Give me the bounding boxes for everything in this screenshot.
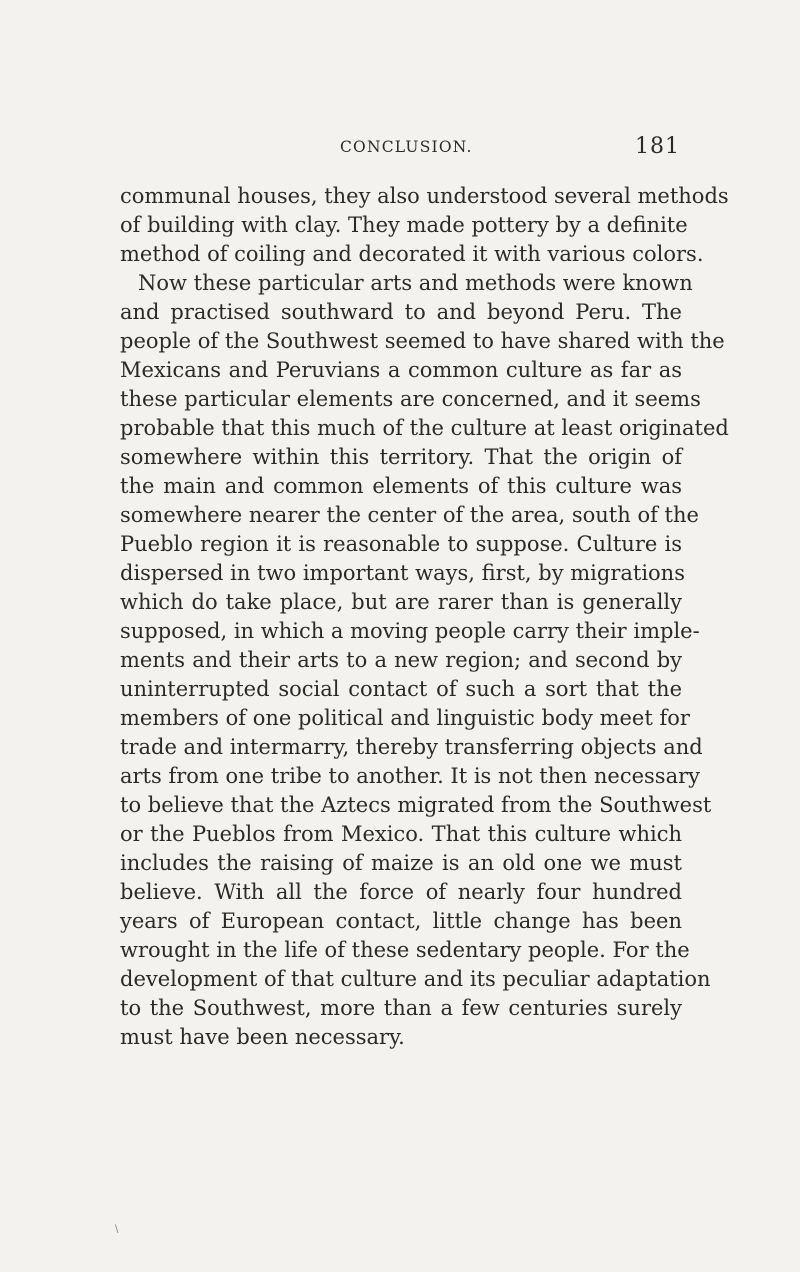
- text-line: members of one political and linguistic body meet for: [120, 706, 690, 730]
- text-line: of building with clay. They made pottery by a definite: [120, 213, 688, 237]
- text-line: to the Southwest, more than a few centuries surely: [120, 996, 682, 1020]
- text-line: uninterrupted social contact of such a sort that the: [120, 677, 682, 701]
- text-line: the main and common elements of this culture was: [120, 474, 682, 498]
- text-line: these particular elements are concerned, and it seems: [120, 387, 701, 411]
- text-line: dispersed in two important ways, first, by migrations: [120, 561, 685, 585]
- text-line: method of coiling and decorated it with various colors.: [120, 242, 704, 266]
- text-line: which do take place, but are rarer than is generally: [120, 590, 682, 614]
- text-line: somewhere nearer the center of the area, south of the: [120, 503, 699, 527]
- running-head: CONCLUSION.: [340, 138, 473, 156]
- text-line: arts from one tribe to another. It is not then necessary: [120, 764, 700, 788]
- stray-print-mark: \: [115, 1224, 119, 1235]
- text-line: to believe that the Aztecs migrated from the Southwest: [120, 793, 712, 817]
- text-line: supposed, in which a moving people carry their imple-: [120, 619, 700, 643]
- page-header: [0, 134, 800, 168]
- text-line: Mexicans and Peruvians a common culture as far as: [120, 358, 682, 382]
- text-line: includes the raising of maize is an old one we must: [120, 851, 682, 875]
- text-line: somewhere within this territory. That the origin of: [120, 445, 682, 469]
- text-line: probable that this much of the culture at least originated: [120, 416, 729, 440]
- text-line: trade and intermarry, thereby transferring objects and: [120, 735, 703, 759]
- text-line: communal houses, they also understood several methods: [120, 184, 729, 208]
- page-number: 181: [635, 134, 680, 159]
- text-line: ments and their arts to a new region; and second by: [120, 648, 682, 672]
- text-line: or the Pueblos from Mexico. That this culture which: [120, 822, 682, 846]
- text-line: wrought in the life of these sedentary people. For the: [120, 938, 690, 962]
- text-line: and practised southward to and beyond Peru. The: [120, 300, 682, 324]
- text-line-last: must have been necessary.: [120, 1025, 405, 1049]
- text-line: Now these particular arts and methods were known: [138, 271, 693, 295]
- text-line: years of European contact, little change has been: [120, 909, 682, 933]
- text-line: believe. With all the force of nearly four hundred: [120, 880, 682, 904]
- text-line: Pueblo region it is reasonable to suppose. Culture is: [120, 532, 682, 556]
- body-text: [120, 182, 729, 1052]
- text-line: development of that culture and its peculiar adaptation: [120, 967, 711, 991]
- text-line: people of the Southwest seemed to have shared with the: [120, 329, 725, 353]
